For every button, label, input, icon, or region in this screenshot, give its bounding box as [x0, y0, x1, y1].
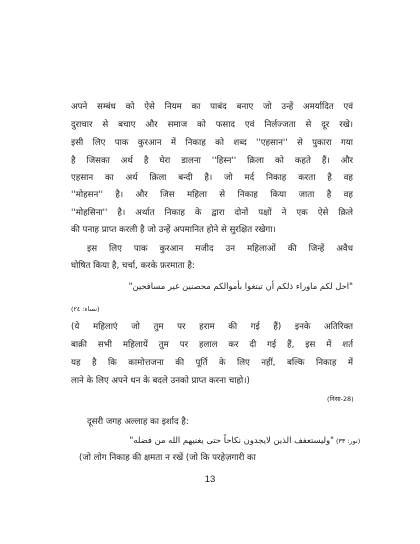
paragraph-line-5: एहसान का अर्थ क़िला बन्दी है। जो मर्द निकाह करता है वह — [71, 173, 353, 183]
translation-line-2: बाक़ी सभी महिलायें तुम पर हलाल कर दी गई हैं, इस में शर्त — [71, 340, 353, 350]
paragraph-line-3: इसी लिए पाक कुरआन में निकाह को शब्द ''एहसान'' से पुकारा गया — [71, 138, 353, 148]
paragraph-line-4: है जिसका अर्थ है घेरा डालना ''हिस्न'' क़िला को कहते हैं। और — [71, 156, 353, 166]
paragraph-line-8: की पनाह प्राप्त करली है जो उन्हें अपमानित होने से सुरक्षित रखेगा। — [71, 225, 276, 235]
paragraph-line-10: घोषित किया है, चर्चा, करके फ़रमाता है: — [71, 261, 195, 271]
translation-line-1: (ये महिलाएं जो तुम पर हराम की गई हैं) इनके अतिरिक्त — [71, 322, 353, 332]
second-verse-intro: दूसरी जगह अल्लाह का इर्शाद है: — [87, 417, 189, 427]
translation-line-4: लाने के लिए अपने धन के बदले उनको प्राप्त करना चाहो।) — [71, 376, 250, 386]
paragraph-line-7: ''मोहसिना'' है। अर्थात निकाह के द्वारा दोनों पक्षों ने एक ऐसे क़िले — [71, 208, 353, 218]
translation-reference: (निसा-28) — [327, 395, 354, 403]
paragraph-line-6: ''मोहसन'' है। और जिस महिला से निकाह किया जाता है वह — [71, 190, 353, 200]
second-translation-line: (जो लोग निकाह की क्षमता न रखें (जो कि परहेज़गारी का — [79, 453, 256, 463]
page-number: 13 — [204, 474, 216, 485]
paragraph-line-1: अपने सम्बंध को ऐसे नियम का पाबंद बनाए जो उन्हें अमर्यादित एवं — [71, 102, 353, 112]
paragraph-line-2: दुराचार से बचाए और समाज को फसाद एवं निर्लज्जता से दूर रखे। — [71, 120, 353, 130]
translation-line-3: यह है कि कामोत्तजना की पूर्ति के लिए नहीं, बल्कि निकाह में — [71, 358, 353, 368]
arabic-verse-1-reference: (نساء: ٢٤) — [71, 305, 100, 313]
arabic-verse-1: "احل لكم ماوراء ذلكم أن تبتغوا بأموالكم محصنين غير مسافحين" — [128, 281, 353, 291]
arabic-verse-2: "وليستعفف الذين لايجدون نكاحاً حتى يغنيهم الله من فضله" — [129, 435, 334, 445]
arabic-verse-2-reference: (نور: ٣٣) — [336, 437, 361, 445]
paragraph-line-9: इस लिए पाक कुरआन मजीद उन महिलाओं की जिन्हें अवैध — [87, 244, 353, 254]
